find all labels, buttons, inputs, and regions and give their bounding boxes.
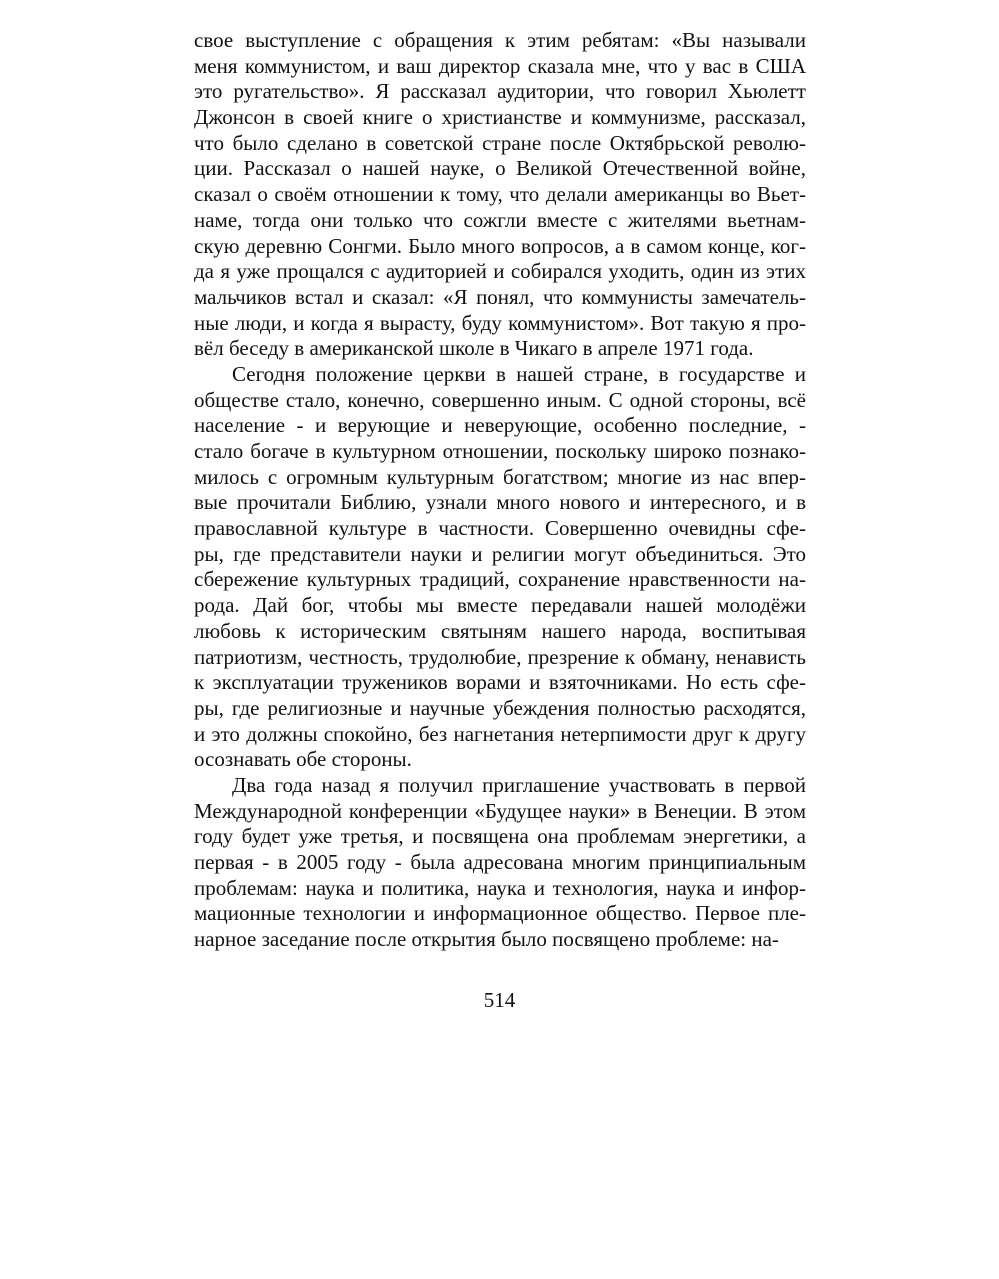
text-line: это ругательство». Я рассказал аудитории, что говорил Хьюлетт (194, 79, 806, 104)
text-line: Джонсон в своей книге о христианстве и коммунизме, рассказал, (194, 105, 806, 130)
text-line: наме, тогда они только что сожгли вместе с жителями вьетнам- (194, 207, 806, 232)
text-line: православной культуре в частности. Совершенно очевидны сфе- (194, 516, 806, 541)
text-line: Два года назад я получил приглашение участвовать в первой (232, 772, 806, 797)
text-line: сказал о своём отношении к тому, что делали американцы во Вьет- (194, 182, 806, 207)
text-line: что было сделано в советской стране после Октябрьской револю- (194, 130, 806, 155)
text-line: стало богаче в культурном отношении, поскольку широко познако- (194, 439, 806, 463)
body-text (194, 28, 806, 953)
text-line: проблемам: наука и политика, наука и технология, наука и инфор- (194, 875, 806, 900)
text-line: ные люди, и когда я вырасту, буду коммунистом». Вот такую я про- (194, 310, 806, 335)
text-line: сбережение культурных традиций, сохранение нравственности на- (194, 567, 806, 592)
text-line: нарное заседание после открытия было посвящено проблеме: на- (194, 927, 779, 952)
text-line: любовь к историческим святыням нашего народа, воспитывая (194, 618, 806, 643)
text-line: вёл беседу в американской школе в Чикаго в апреле 1971 года. (194, 336, 754, 361)
text-line: Сегодня положение церкви в нашей стране, в государстве и (232, 361, 806, 386)
text-line: скую деревню Сонгми. Было много вопросов, а в самом конце, ког- (194, 233, 806, 258)
text-line: рода. Дай бог, чтобы мы вместе передавали нашей молодёжи (194, 593, 806, 618)
text-line: Международной конференции «Будущее науки» в Венеции. В этом (194, 798, 806, 823)
text-line: ции. Рассказал о нашей науке, о Великой Отечественной войне, (194, 156, 806, 181)
text-line: осознавать обе стороны. (194, 747, 412, 772)
text-line: к эксплуатации тружеников ворами и взяточниками. Но есть сфе- (194, 670, 806, 695)
paragraph (194, 362, 806, 773)
text-line: мационные технологии и информационное общество. Первое пле- (194, 901, 806, 926)
text-line: мальчиков встал и сказал: «Я понял, что коммунисты замечатель- (194, 284, 806, 309)
text-line: ры, где представители науки и религии могут объединиться. Это (194, 541, 806, 566)
text-line: обществе стало, конечно, совершенно иным. С одной стороны, всё (194, 387, 806, 412)
text-line: году будет уже третья, и посвящена она проблемам энергетики, а (194, 824, 806, 849)
page-number: 514 (483, 988, 516, 1012)
text-line: население - и верующие и неверующие, особенно последние, - (194, 413, 806, 438)
text-line: вые прочитали Библию, узнали много нового и интересного, и в (194, 490, 806, 515)
paragraph (194, 28, 806, 362)
text-line: свое выступление с обращения к этим ребятам: «Вы называли (194, 28, 806, 52)
text-line: да я уже прощался с аудиторией и собирался уходить, один из этих (194, 259, 806, 284)
text-line: и это должны спокойно, без нагнетания нетерпимости друг к другу (194, 721, 806, 746)
text-line: первая - в 2005 году - была адресована многим принципиальным (194, 850, 806, 874)
text-line: милось с огромным культурным богатством; многие из нас впер- (194, 464, 806, 489)
text-line: патриотизм, честность, трудолюбие, презрение к обману, ненависть (194, 644, 806, 669)
paragraph (194, 773, 806, 953)
text-line: ры, где религиозные и научные убеждения полностью расходятся, (194, 695, 806, 720)
text-line: меня коммунистом, и ваш директор сказала мне, что у вас в США (194, 53, 806, 78)
